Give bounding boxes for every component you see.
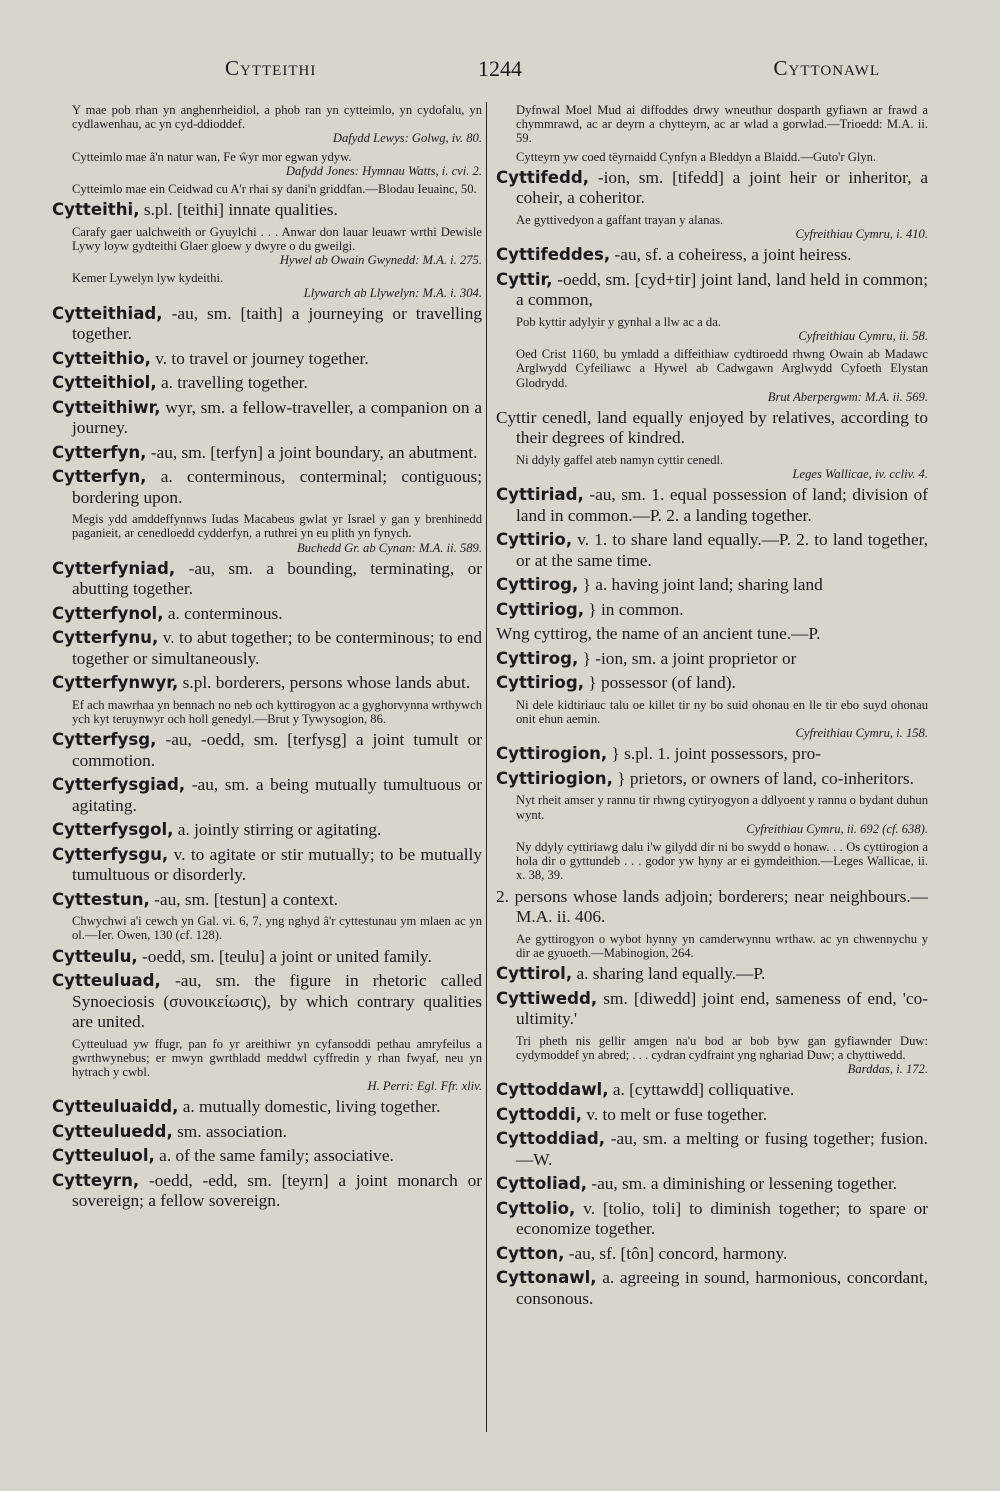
quote-text: Cytteuluad yw ffugr, pan fo yr areithiwr yn cyfansoddi pethau amryfeilus a gwrthwynebus; er mwyn gwrthladd meddwl cyffredin y rhan fwyaf, neu yn hytrach y cwbl. [72, 1036, 482, 1080]
quote-text: Ae gyttivedyon a gaffant trayan y alanas. [516, 212, 724, 227]
quote-text: Ny ddyly cyttiriawg dalu i'w gilydd dir ni bo swydd o honaw. . . Os cyttirogion a hola dir o gyttundeb . . . godor yw hyny ar ei gymdeithion.—Leges Wallicae, ii. x. 38, 39. [516, 840, 928, 883]
entry-definition: Wng cyttirog, the name of an ancient tune.—P. [496, 624, 821, 644]
entry-definition: v. to travel or journey together. [150, 348, 369, 368]
dictionary-entry [52, 604, 482, 625]
right-column [496, 100, 928, 1460]
citation-quote [496, 698, 928, 741]
dictionary-entry [496, 575, 928, 596]
entry-definition: sm. [diwedd] joint end, sameness of end, 'co-ultimity.' [516, 988, 928, 1029]
entry-definition: -oedd, sm. [cyd+tir] joint land, land held in common; a common, [516, 269, 928, 310]
dictionary-entry [52, 559, 482, 600]
citation-quote [496, 793, 928, 836]
dictionary-entry [52, 890, 482, 911]
citation-quote [496, 213, 928, 241]
dictionary-entry [52, 349, 482, 370]
citation-quote [52, 512, 482, 555]
dictionary-entry [496, 964, 928, 985]
quote-source: Llywarch ab Llywelyn: M.A. i. 304. [303, 285, 482, 300]
dictionary-entry [496, 673, 928, 694]
entry-definition: a. agreeing in sound, harmonious, concordant, consonous. [516, 1268, 928, 1308]
quote-text: Chwychwi a'i cewch yn Gal. vi. 6, 7, yng nghyd â'r cyttestunau ym mlaen ac yn ol.—Ier. Owen, 130 (cf. 128). [72, 914, 482, 943]
quote-source: Cyfreithiau Cymru, ii. 58. [798, 328, 928, 343]
quote-source: Hywel ab Owain Gwynedd: M.A. i. 275. [279, 253, 482, 268]
dictionary-entry [496, 1080, 928, 1101]
entry-definition: -au, sm. a melting or fusing together; fusion.—W. [516, 1129, 928, 1169]
dictionary-entry [52, 820, 482, 841]
dictionary-entry [496, 1105, 928, 1126]
entry-definition: a. jointly stirring or agitating. [173, 820, 382, 840]
entry-definition: -au, sm. [taith] a journeying or travelling together. [72, 303, 482, 344]
quote-text: Carafy gaer ualchweith or Gyuylchi . . . Anwar don lauar leuawr wrthi Dewisle Lywy loyw gydteithi Glaer gloew y dwyre o du gweilgi. [72, 224, 482, 253]
entry-definition: -au, sm. [testun] a context. [149, 889, 338, 909]
quote-source: Leges Wallicae, iv. ccliv. 4. [792, 467, 928, 482]
entry-definition: } a. having joint land; sharing land [578, 575, 823, 595]
entry-headword: Cyttiriog, [496, 599, 585, 619]
dictionary-entry [52, 200, 482, 221]
entry-headword: Cyttiriog, [496, 673, 585, 693]
dictionary-entry [52, 947, 482, 968]
entry-headword: Cyttiwedd, [496, 988, 598, 1008]
dictionary-entry [52, 628, 482, 669]
entry-headword: Cytteyrn, [52, 1170, 140, 1190]
quote-source: Cyfreithiau Cymru, ii. 692 (cf. 638). [746, 821, 928, 836]
left-column [52, 100, 482, 1460]
entry-definition: sm. association. [172, 1121, 287, 1141]
quote-text: Nyt rheit amser y rannu tir rhwng cytiryogyon a ddlyoent y rannu o bydant duhun wynt. [516, 793, 928, 822]
citation-quote [52, 225, 482, 268]
entry-headword: Cyttonawl, [496, 1268, 597, 1288]
entry-headword: Cyttifedd, [496, 167, 590, 187]
entry-definition: a. [cyttawdd] colliquative. [608, 1080, 795, 1100]
quote-text: Ni ddyly gaffel ateb namyn cyttir cenedl. [516, 452, 724, 467]
dictionary-entry [52, 730, 482, 771]
quote-text: Cytteimlo mae ein Ceidwad cu A'r rhai sy dani'n griddfan.—Blodau Ieuainc, 50. [72, 182, 477, 197]
dictionary-entry [52, 971, 482, 1033]
dictionary-entry [52, 398, 482, 439]
entry-headword: Cyttirol, [496, 964, 573, 984]
quote-text: Megis ydd amddeffynnws Iudas Macabeus gwlat yr Israel y gan y brenhinedd paganieit, ar cenedloedd cydderfyn, a ruthrei yn eu plith yn fynych. [72, 512, 482, 541]
entry-headword: Cytteithiwr, [52, 397, 161, 417]
entry-headword: Cyttoddiad, [496, 1129, 606, 1149]
citation-quote [496, 840, 928, 883]
entry-headword: Cyttoddawl, [496, 1080, 609, 1100]
dictionary-entry [496, 245, 928, 266]
quote-text: Y mae pob rhan yn anghenrheidiol, a phob ran yn cytteimlo, yn cydofalu, yn cydlawenhau, ac yn cyd-ddioddef. [72, 103, 482, 132]
entry-definition: -au, sm. [terfyn] a joint boundary, an abutment. [146, 442, 478, 462]
dictionary-entry [52, 467, 482, 508]
entry-headword: Cytterfysgu, [52, 844, 169, 864]
dictionary-entry [496, 1174, 928, 1195]
dictionary-entry [496, 1268, 928, 1309]
quote-text: Cytteimlo mae â'n natur wan, Fe ŵyr mor egwan ydyw. [72, 149, 352, 164]
citation-quote [496, 453, 928, 481]
citation-quote [496, 347, 928, 404]
quote-text: Ef ach mawrhaa yn bennach no neb och kyttirogyon ac a gyghorvynna wrthywch ych kyt teruynwyr och holl genedyl.—Brut y Tywysogion, 86. [72, 697, 482, 727]
header-right-guideword: Cyttonawl [773, 56, 880, 80]
page-number: 1244 [478, 56, 522, 81]
entry-definition: a. of the same family; associative. [154, 1146, 394, 1166]
entry-headword: Cytterfyn, [52, 467, 147, 487]
entry-definition: -au, sm. a being mutually tumultuous or agitating. [72, 775, 482, 815]
dictionary-entry [496, 887, 928, 928]
dictionary-entry [52, 1171, 482, 1212]
dictionary-entry [496, 600, 928, 621]
citation-quote [496, 103, 928, 146]
quote-text: Tri pheth nis gellir amgen na'u bod ar bob byw gan gyfiawnder Duw: cydymoddef yn abred; . . . cydran cydfraint yng nghariad Duw; a chyttiwedd. [516, 1033, 928, 1062]
quote-source: Dafydd Jones: Hymnau Watts, i. cvi. 2. [285, 163, 482, 178]
quote-source: H. Perri: Egl. Ffr. xliv. [367, 1079, 482, 1094]
entry-definition: } s.pl. 1. joint possessors, pro- [607, 744, 821, 764]
dictionary-entry [52, 373, 482, 394]
dictionary-entry [52, 1097, 482, 1118]
entry-headword: Cytterfyniad, [52, 558, 176, 578]
column-divider [486, 102, 487, 1432]
quote-text: Ae gyttirogyon o wybot hynny yn camderwynnu wrthaw. ac yn chwennychu y dir ae gyuoeth.—Mabinogion, 264. [516, 931, 928, 960]
dictionary-entry [52, 1122, 482, 1143]
citation-quote [52, 271, 482, 299]
dictionary-entry [496, 744, 928, 765]
entry-definition: -ion, sm. [tifedd] a joint heir or inheritor, a coheir, a coheritor. [516, 167, 928, 208]
citation-quote [52, 150, 482, 178]
entry-definition: -au, sm. a diminishing or lessening together. [587, 1174, 898, 1194]
entry-headword: Cytton, [496, 1243, 565, 1263]
quote-source: Barddas, i. 172. [847, 1061, 928, 1076]
entry-headword: Cyttoddi, [496, 1104, 583, 1124]
entry-definition: -au, -oedd, sm. [terfysg] a joint tumult or commotion. [72, 730, 482, 770]
entry-headword: Cytteuluedd, [52, 1121, 173, 1141]
entry-headword: Cytteuluad, [52, 971, 161, 991]
dictionary-entry [52, 304, 482, 345]
quote-text: Oed Crist 1160, bu ymladd a diffeithiaw cydtiroedd rhwng Owain ab Madawc Arglwydd Cyfeiliawc a Hywel ab Cadwgawn Arglwydd Cyfoeth Elystan Glodrydd. [516, 347, 928, 390]
quote-source: Cyfreithiau Cymru, i. 158. [795, 726, 928, 741]
entry-headword: Cyttifeddes, [496, 245, 611, 265]
entry-headword: Cyttestun, [52, 889, 150, 909]
entry-headword: Cyttir, [496, 269, 553, 289]
citation-quote [496, 1034, 928, 1077]
header-left-guideword: Cytteithi [225, 56, 317, 80]
entry-definition: -oedd, sm. [teulu] a joint or united family. [137, 946, 432, 966]
entry-definition: -oedd, -edd, sm. [teyrn] a joint monarch or sovereign; a fellow sovereign. [72, 1170, 482, 1211]
entry-definition: a. travelling together. [156, 373, 308, 393]
quote-source: Cyfreithiau Cymru, i. 410. [795, 227, 928, 242]
entry-definition: -au, sm. 1. equal possession of land; division of land in common.—P. 2. a landing together. [516, 485, 928, 525]
quote-text: Cytteyrn yw coed tëyrnaidd Cynfyn a Bleddyn a Blaidd.—Guto'r Glyn. [516, 149, 877, 164]
entry-definition: } in common. [584, 599, 684, 619]
entry-headword: Cytteuluaidd, [52, 1097, 179, 1117]
entry-headword: Cytteuluol, [52, 1146, 155, 1166]
entry-headword: Cytterfynwyr, [52, 673, 179, 693]
entry-headword: Cyttiriad, [496, 485, 584, 505]
citation-quote [52, 914, 482, 942]
entry-headword: Cytteulu, [52, 946, 138, 966]
quote-text: Ni dele kidtiriauc talu oe killet tir ny bo suid ohonau en lle tir ebo suyd ohonau onit ehun aemin. [516, 697, 928, 727]
entry-headword: Cytterfynol, [52, 603, 164, 623]
dictionary-entry [496, 1129, 928, 1170]
entry-definition: } possessor (of land). [584, 673, 736, 693]
entry-definition: v. [tolio, toli] to diminish together; to spare or economize together. [516, 1198, 928, 1239]
dictionary-entry [496, 649, 928, 670]
entry-definition: s.pl. borderers, persons whose lands abut. [178, 673, 471, 693]
entry-headword: Cyttiriogion, [496, 768, 613, 788]
quote-source: Brut Aberpergwm: M.A. ii. 569. [767, 389, 928, 404]
entry-headword: Cytterfyn, [52, 442, 147, 462]
entry-headword: Cytteithio, [52, 348, 151, 368]
quote-text: Dyfnwal Moel Mud ai diffoddes drwy wneuthur dosparth gyfiawn ar frawd a chymmrawd, ac ar deyrn a chytteyrn, ac ar wlad a gorwlad.—Trioedd: M.A. ii. 59. [516, 103, 928, 146]
entry-definition: wyr, sm. a fellow-traveller, a companion on a journey. [72, 397, 482, 438]
entry-headword: Cyttirog, [496, 575, 579, 595]
entry-headword: Cyttolio, [496, 1198, 576, 1218]
citation-quote [52, 1037, 482, 1094]
entry-headword: Cytteithi, [52, 200, 140, 220]
entry-definition: -au, sm. the figure in rhetoric called Synoeciosis (συνοικείωσις), by which contrary qualities are united. [72, 971, 482, 1032]
entry-definition: a. mutually domestic, living together. [178, 1097, 441, 1117]
entry-definition: } -ion, sm. a joint proprietor or [578, 648, 797, 668]
dictionary-entry [52, 673, 482, 694]
entry-definition: v. 1. to share land equally.—P. 2. to land together, or at the same time. [516, 530, 928, 570]
citation-quote [496, 150, 928, 164]
dictionary-entry [496, 485, 928, 526]
entry-definition: 2. persons whose lands adjoin; borderers; near neighbours.—M.A. ii. 406. [496, 886, 928, 927]
entry-headword: Cyttoliad, [496, 1174, 588, 1194]
dictionary-entry [496, 530, 928, 571]
citation-quote [496, 932, 928, 960]
entry-definition: v. to melt or fuse together. [582, 1104, 768, 1124]
citation-quote [52, 103, 482, 146]
dictionary-entry [496, 408, 928, 449]
citation-quote [496, 315, 928, 343]
quote-source: Buchedd Gr. ab Cynan: M.A. ii. 589. [296, 540, 482, 555]
entry-headword: Cytterfynu, [52, 628, 159, 648]
entry-headword: Cytteithiol, [52, 373, 157, 393]
entry-headword: Cyttirogion, [496, 744, 608, 764]
entry-definition: -au, sf. a coheiress, a joint heiress. [610, 245, 852, 265]
entry-definition: s.pl. [teithi] innate qualities. [139, 200, 338, 220]
citation-quote [52, 698, 482, 726]
entry-headword: Cyttirio, [496, 530, 573, 550]
dictionary-entry [496, 1244, 928, 1265]
dictionary-entry [496, 1199, 928, 1240]
entry-definition: a. conterminous. [163, 603, 283, 623]
entry-headword: Cytterfysgiad, [52, 775, 186, 795]
citation-quote [52, 182, 482, 196]
dictionary-entry [52, 775, 482, 816]
entry-headword: Cyttirog, [496, 648, 579, 668]
quote-source: Dafydd Lewys: Golwg, iv. 80. [332, 131, 482, 146]
entry-headword: Cytterfysg, [52, 730, 157, 750]
dictionary-entry [496, 168, 928, 209]
entry-definition: -au, sf. [tôn] concord, harmony. [564, 1243, 788, 1263]
entry-definition: Cyttir cenedl, land equally enjoyed by relatives, according to their degrees of kindred. [496, 407, 928, 448]
entry-definition: v. to abut together; to be conterminous; to end together or simultaneously. [72, 628, 482, 668]
entry-definition: a. sharing land equally.—P. [572, 964, 766, 984]
entry-definition: a. conterminous, conterminal; contiguous; bordering upon. [72, 467, 482, 507]
dictionary-entry [52, 443, 482, 464]
entry-headword: Cytteithiad, [52, 303, 163, 323]
entry-definition: v. to agitate or stir mutually; to be mutually tumultuous or disorderly. [72, 844, 482, 885]
dictionary-entry [52, 1146, 482, 1167]
dictionary-entry [496, 624, 928, 645]
quote-text: Kemer Lywelyn lyw kydeithi. [72, 271, 224, 286]
dictionary-entry [496, 989, 928, 1030]
dictionary-entry [496, 769, 928, 790]
quote-text: Pob kyttir adylyir y gynhal a llw ac a da. [516, 314, 721, 329]
dictionary-entry [496, 270, 928, 311]
page-header [60, 56, 940, 90]
entry-definition: -au, sm. a bounding, terminating, or abutting together. [72, 558, 482, 599]
dictionary-entry [52, 845, 482, 886]
entry-headword: Cytterfysgol, [52, 820, 174, 840]
entry-definition: } prietors, or owners of land, co-inheritors. [612, 768, 914, 788]
